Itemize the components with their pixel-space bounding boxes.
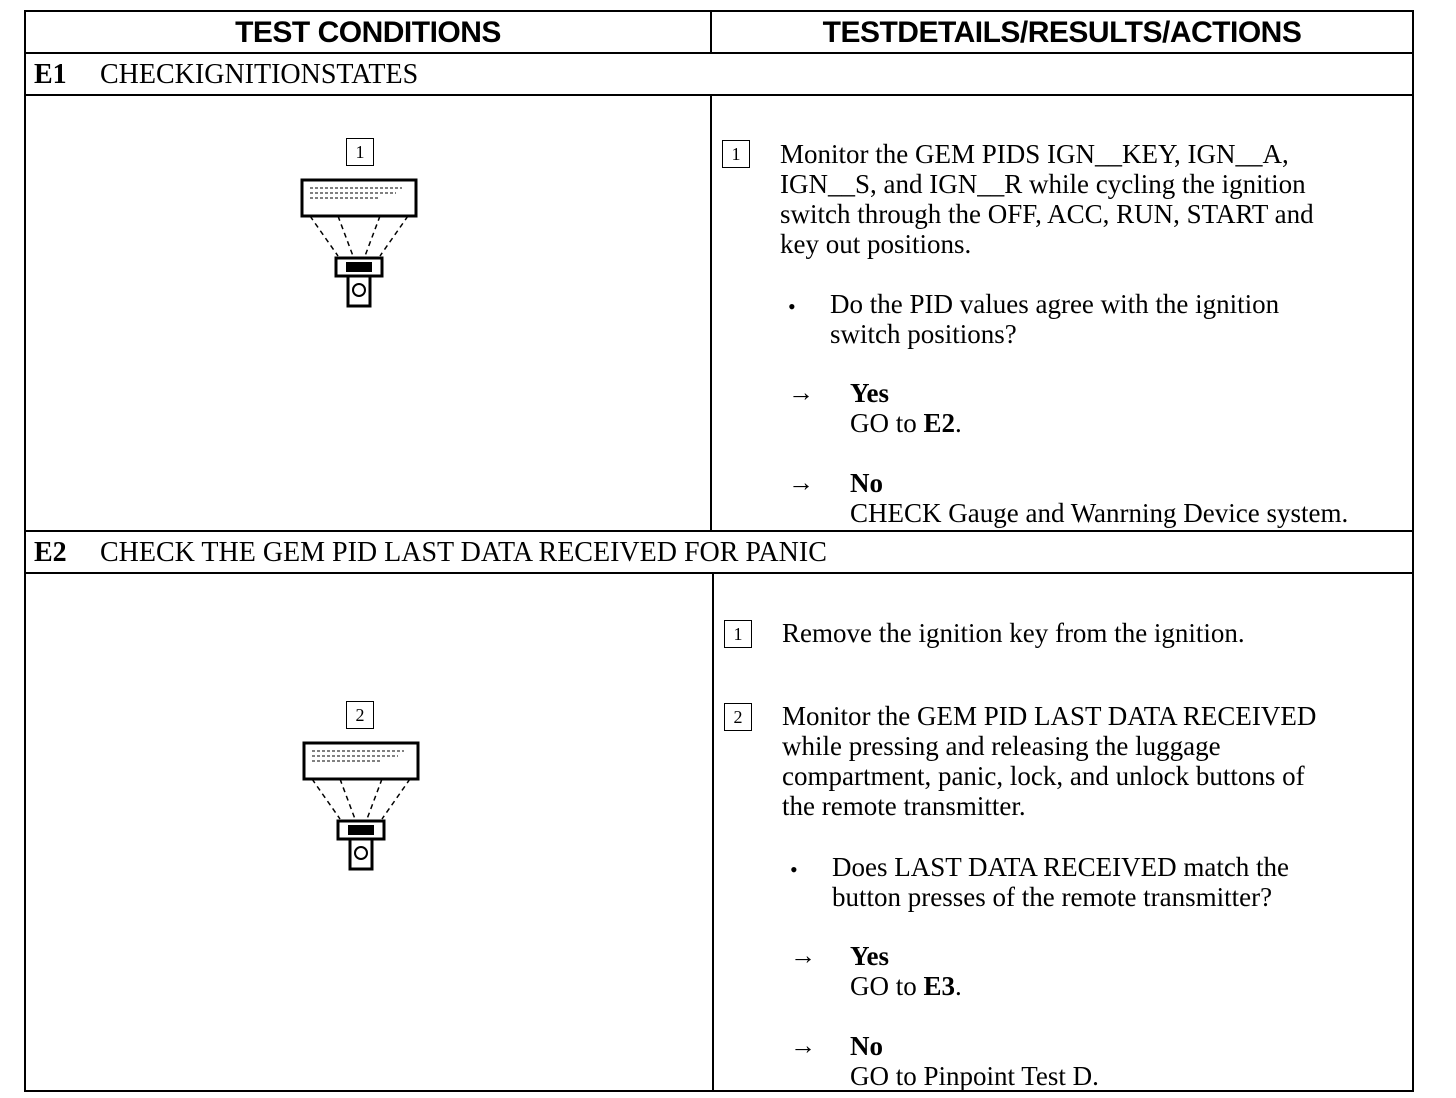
no-action: GO to Pinpoint Test D. xyxy=(850,1061,1099,1091)
header-test-details: TESTDETAILS/RESULTS/ACTIONS xyxy=(822,16,1302,49)
step-number-box: 1 xyxy=(722,140,750,168)
arrow-right-icon: → xyxy=(788,468,814,497)
question-text xyxy=(832,852,1392,912)
instruction-line: key out positions. xyxy=(780,229,972,259)
no-label: No xyxy=(850,468,883,498)
instruction-line: switch through the OFF, ACC, RUN, START and xyxy=(780,199,1314,229)
action-ref: E2 xyxy=(923,408,956,438)
question-text xyxy=(830,289,1390,349)
instruction-line: while pressing and releasing the luggage xyxy=(782,731,1221,761)
yes-action xyxy=(850,971,1410,1001)
scan-tool-icon xyxy=(298,178,420,308)
step-instruction xyxy=(782,701,1402,821)
section-title-e1 xyxy=(34,55,418,95)
instruction-line: the remote transmitter. xyxy=(782,791,1026,821)
yes-label: Yes xyxy=(850,378,889,408)
action-ref: E3 xyxy=(923,971,956,1001)
step-number-box: 2 xyxy=(724,703,752,731)
no-action: CHECK Gauge and Wanrning Device system. xyxy=(850,498,1349,528)
question-line: button presses of the remote transmitter? xyxy=(832,882,1273,912)
step-number-box: 1 xyxy=(724,620,752,648)
yes-label: Yes xyxy=(850,941,889,971)
bullet-icon: • xyxy=(788,294,796,319)
no-result xyxy=(850,1031,1410,1091)
action-suffix: . xyxy=(955,408,962,438)
section-title-text: CHECKIGNITIONSTATES xyxy=(100,59,419,90)
e1-column-divider xyxy=(710,94,712,530)
e2-column-divider xyxy=(712,572,714,1092)
e2-title-top-divider xyxy=(26,530,1412,532)
header-test-conditions: TEST CONDITIONS xyxy=(235,16,501,49)
arrow-right-icon: → xyxy=(790,1031,816,1060)
instruction-line: Remove the ignition key from the ignition. xyxy=(782,618,1245,648)
scan-tool-icon xyxy=(300,741,422,871)
section-title-e2 xyxy=(34,533,827,573)
header-divider xyxy=(26,52,1412,54)
section-code: E2 xyxy=(34,537,67,568)
instruction-line: Monitor the GEM PID LAST DATA RECEIVED xyxy=(782,701,1317,731)
question-line: switch positions? xyxy=(830,319,1017,349)
action-suffix: . xyxy=(955,971,962,1001)
step-number-box: 2 xyxy=(346,701,374,729)
step-instruction xyxy=(782,618,1402,648)
yes-result xyxy=(850,378,1410,438)
instruction-line: Monitor the GEM PIDS IGN__KEY, IGN__A, xyxy=(780,139,1289,169)
action-text: GO to xyxy=(850,971,924,1001)
question-line: Do the PID values agree with the ignition xyxy=(830,289,1280,319)
instruction-line: compartment, panic, lock, and unlock buttons of xyxy=(782,761,1305,791)
arrow-right-icon: → xyxy=(788,378,814,407)
step-number-box: 1 xyxy=(346,138,374,166)
action-text: GO to xyxy=(850,408,924,438)
bullet-icon: • xyxy=(790,857,798,882)
header-column-divider xyxy=(710,12,712,52)
no-result xyxy=(850,468,1416,528)
step-instruction xyxy=(780,139,1400,259)
section-title-text: CHECK THE GEM PID LAST DATA RECEIVED FOR PANIC xyxy=(100,537,827,568)
question-line: Does LAST DATA RECEIVED match the xyxy=(832,852,1290,882)
section-code: E1 xyxy=(34,59,67,90)
no-label: No xyxy=(850,1031,883,1061)
yes-action xyxy=(850,408,1410,438)
yes-result xyxy=(850,941,1410,1001)
arrow-right-icon: → xyxy=(790,941,816,970)
test-table xyxy=(24,10,1414,1092)
instruction-line: IGN__S, and IGN__R while cycling the ignition xyxy=(780,169,1306,199)
